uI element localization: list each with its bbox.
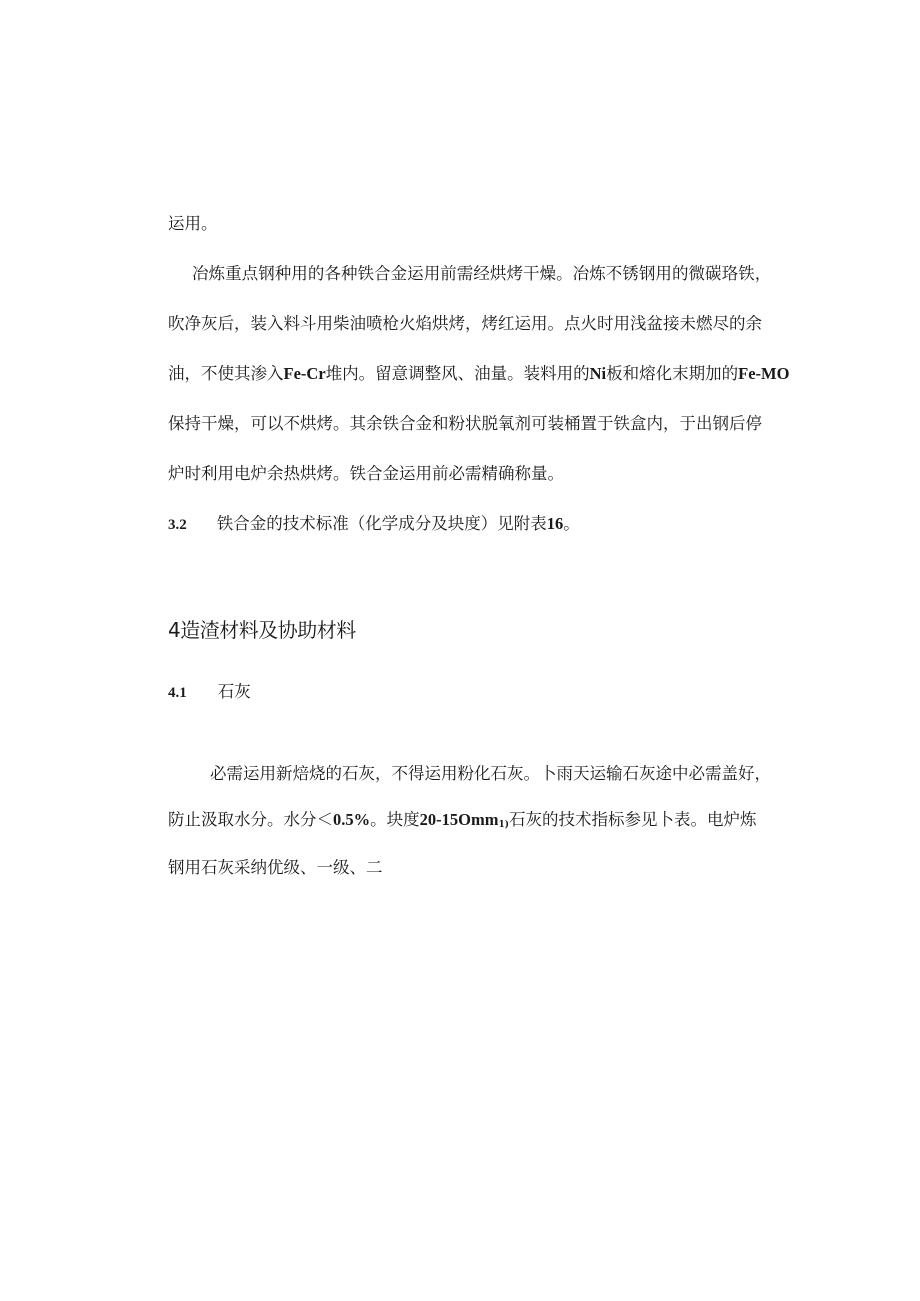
paragraph-1-line-4: 保持干燥，可以不烘烤。其余铁合金和粉状脱氧剂可装桶置于铁盒内，于出钢后停 [168,414,762,433]
text-run: 防止汲取水分。水分＜ [168,810,333,829]
section-number: 4.1 [168,685,187,701]
paragraph-1-line-1: 冶炼重点钢种用的各种铁合金运用前需经烘烤干燥。冶炼不锈钢用的微碳珞铁， [192,264,772,283]
section-3-2 [168,514,580,535]
section-4-1 [168,682,251,703]
paragraph-2-line-1: 必需运用新焙烧的石灰，不得运用粉化石灰。卜雨天运输石灰途中必需盖好， [210,764,771,783]
chapter-heading-4: 4造渣材料及协助材料 [168,618,356,642]
section-title: 石灰 [217,682,251,701]
alloy-fecr: Fe-Cr [283,364,326,383]
paragraph-1-line-2: 吹净灰后，装入料斗用柴油喷枪火焰烘烤，烤红运用。点火时用浅盆接未燃尽的余 [168,314,762,333]
paragraph-2-line-3: 钢用石灰采纳优级、一级、二 [168,858,383,877]
text-run: 。块度 [370,810,420,829]
alloy-femo: Fe-MO [738,364,790,383]
paragraph-0-line-1: 运用。 [168,214,218,233]
text-run: 油，不使其渗入 [168,364,284,383]
lump-size-value: 20-15Omm [419,810,499,829]
text-run: 堆内。留意调整风、油量。装料用的 [325,364,590,383]
section-text: 铁合金的技术标准（化学成分及块度）见附表 [216,514,547,533]
moisture-value: 0.5% [333,810,371,829]
section-number: 3.2 [168,517,187,533]
paragraph-1-line-5: 炉时利用电炉余热烘烤。铁合金运用前必需精确称量。 [168,464,564,483]
element-ni: Ni [589,364,607,383]
subscript-mark: 1) [498,820,509,830]
text-run: 。 [563,514,580,533]
paragraph-2-line-2 [168,810,756,835]
appendix-table-number: 16 [546,514,564,533]
text-run: 板和熔化末期加的 [606,364,739,383]
text-run: 石灰的技术指标参见卜表。电炉炼 [508,810,757,829]
paragraph-1-line-3 [168,364,789,384]
